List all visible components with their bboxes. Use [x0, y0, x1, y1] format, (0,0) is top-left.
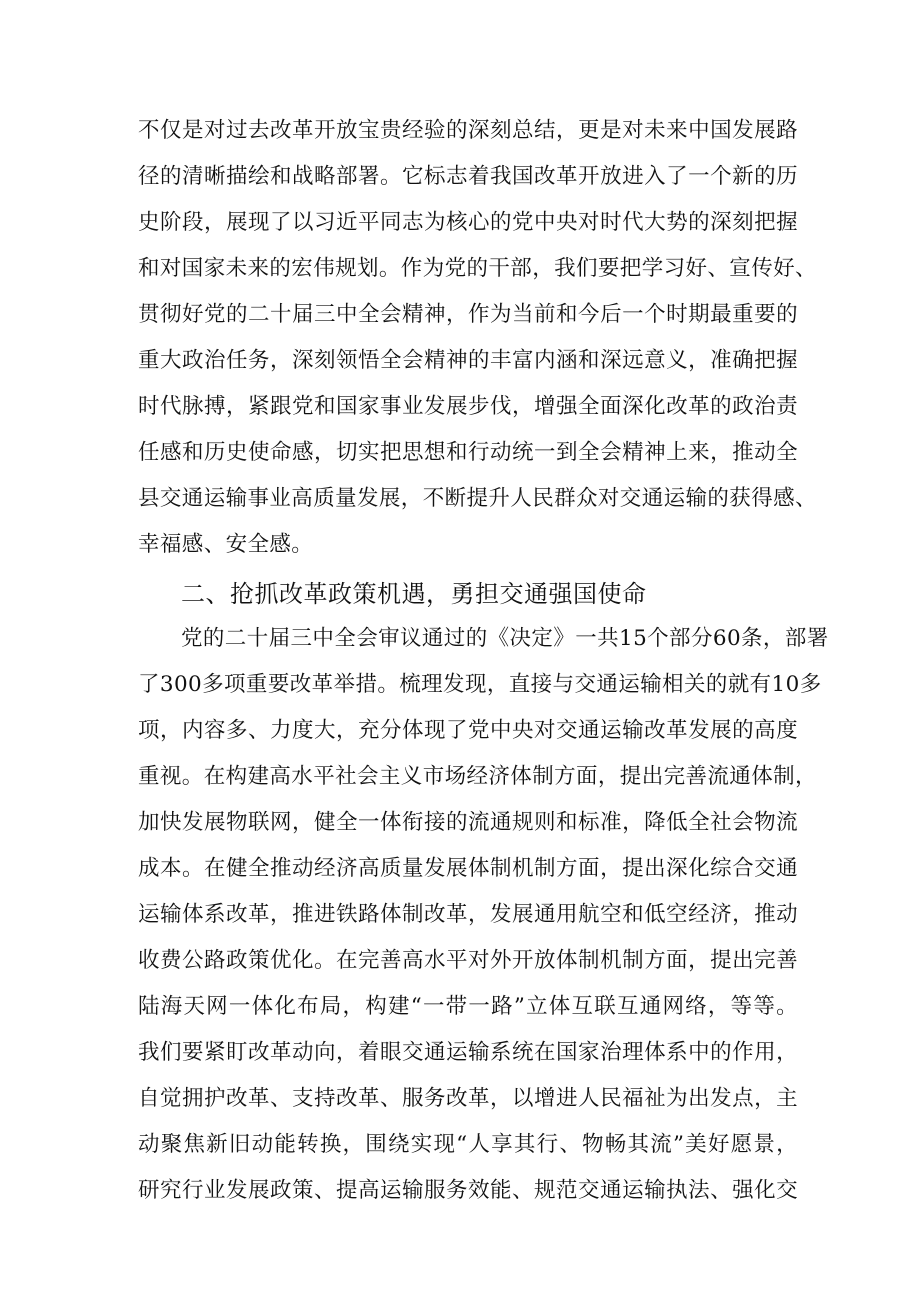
- paragraph-1-line-3: 史阶段，展现了以习近平同志为核心的党中央对时代大势的深刻把握: [138, 210, 798, 235]
- paragraph-1-line-9: 县交通运输事业高质量发展，不断提升人民群众对交通运输的获得感、: [138, 486, 817, 511]
- paragraph-1-line-1: 不仅是对过去改革开放宝贵经验的深刻总结，更是对未来中国发展路: [138, 118, 798, 143]
- paragraph-1-line-2: 径的清晰描绘和战略部署。它标志着我国改革开放进入了一个新的历: [138, 164, 798, 189]
- paragraph-2-line-9: 陆海天网一体化布局，构建“一带一路”立体互联互通网络，等等。: [138, 994, 798, 1019]
- section-heading: 二、抢抓改革政策机遇，勇担交通强国使命: [181, 580, 647, 608]
- paragraph-2-line-13: 研究行业发展政策、提高运输服务效能、规范交通运输执法、强化交: [138, 1178, 798, 1203]
- paragraph-2-line-8: 收费公路政策优化。在完善高水平对外开放体制机制方面，提出完善: [138, 948, 798, 973]
- paragraph-1-line-4: 和对国家未来的宏伟规划。作为党的干部，我们要把学习好、宣传好、: [138, 256, 817, 281]
- paragraph-2-line-11: 自觉拥护改革、支持改革、服务改革，以增进人民福祉为出发点，主: [138, 1086, 798, 1111]
- paragraph-2-line-6: 成本。在健全推动经济高质量发展体制机制方面，提出深化综合交通: [138, 856, 798, 881]
- paragraph-2-line-5: 加快发展物联网，健全一体衔接的流通规则和标准，降低全社会物流: [138, 810, 798, 835]
- paragraph-1-line-8: 任感和历史使命感，切实把思想和行动统一到全会精神上来，推动全: [138, 440, 798, 465]
- paragraph-1-line-6: 重大政治任务，深刻领悟全会精神的丰富内涵和深远意义，准确把握: [138, 348, 798, 373]
- paragraph-2-line-3: 项，内容多、力度大，充分体现了党中央对交通运输改革发展的高度: [138, 718, 798, 743]
- paragraph-1-line-10: 幸福感、安全感。: [138, 532, 314, 557]
- paragraph-2-line-1: 党的二十届三中全会审议通过的《决定》一共15个部分60条，部署: [181, 626, 829, 651]
- paragraph-1-line-5: 贯彻好党的二十届三中全会精神，作为当前和今后一个时期最重要的: [138, 302, 798, 327]
- paragraph-1-line-7: 时代脉搏，紧跟党和国家事业发展步伐，增强全面深化改革的政治责: [138, 394, 798, 419]
- paragraph-2-line-12: 动聚焦新旧动能转换，围绕实现“人享其行、物畅其流”美好愿景，: [138, 1132, 798, 1157]
- paragraph-2-line-2: 了300多项重要改革举措。梳理发现，直接与交通运输相关的就有10多: [138, 672, 822, 697]
- paragraph-2-line-7: 运输体系改革，推进铁路体制改革，发展通用航空和低空经济，推动: [138, 902, 798, 927]
- paragraph-2-line-10: 我们要紧盯改革动向，着眼交通运输系统在国家治理体系中的作用，: [138, 1040, 798, 1065]
- paragraph-2-line-4: 重视。在构建高水平社会主义市场经济体制方面，提出完善流通体制，: [138, 764, 817, 789]
